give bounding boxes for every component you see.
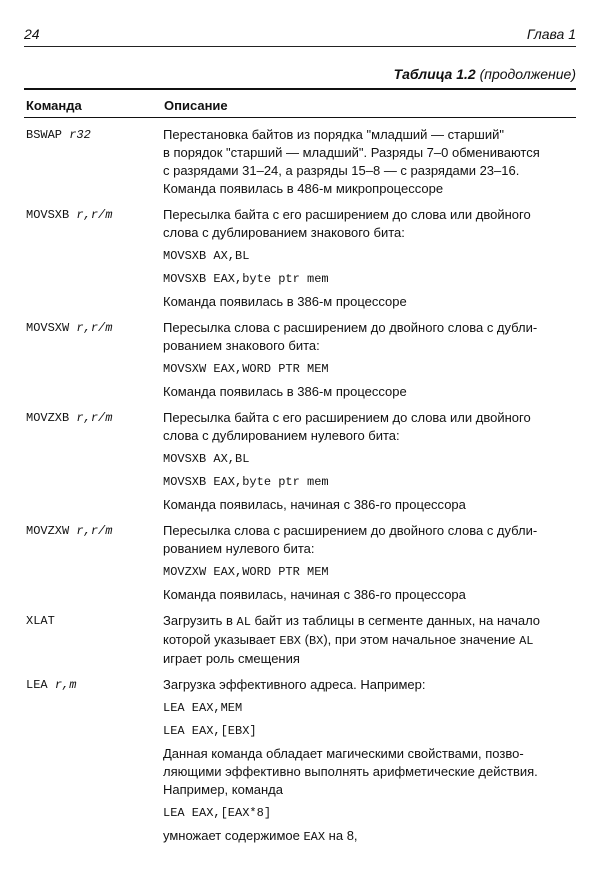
command-mnemonic: MOVSXB — [26, 208, 70, 222]
text-run: ), при этом начальное значение — [323, 632, 520, 647]
column-header-command: Команда — [26, 98, 82, 113]
description-cell — [163, 409, 563, 514]
description-line — [163, 827, 563, 846]
table-row — [24, 514, 576, 604]
description-line: слова с дублированием нулевого бита: — [163, 428, 400, 443]
code-example: MOVSXB AX,BL — [163, 452, 250, 466]
table-row — [24, 311, 576, 401]
description-cell — [163, 522, 563, 604]
command-mnemonic: XLAT — [26, 614, 55, 628]
table-top-rule — [24, 88, 576, 90]
description-note: Команда появилась, начиная с 386-го процессора — [163, 587, 466, 602]
description-line: Перестановка байтов из порядка "младший — старший" — [163, 127, 504, 142]
code-example: LEA EAX,MEM — [163, 701, 243, 715]
column-header-description: Описание — [164, 98, 228, 113]
description-note: Команда появилась, начиная с 386-го процессора — [163, 497, 466, 512]
description-cell — [163, 319, 563, 401]
text-run: которой указывает — [163, 632, 280, 647]
table-row — [24, 668, 576, 846]
table-caption-suffix: (продолжение) — [479, 66, 576, 82]
description-line: ляющими эффективно выполнять арифметические действия. — [163, 764, 538, 779]
description-line: рованием знакового бита: — [163, 338, 320, 353]
text-run: умножает содержимое — [163, 828, 304, 843]
description-line: Пересылка слова с расширением до двойного слова с дубли- — [163, 523, 538, 538]
chapter-label: Глава 1 — [526, 26, 576, 42]
table-row — [24, 198, 576, 311]
table-body — [24, 118, 576, 846]
command-operands: r,r/m — [76, 411, 113, 425]
description-line: играет роль смещения — [163, 651, 300, 666]
register-name: AL — [236, 615, 251, 629]
description-line: Пересылка байта с его расширением до слова или двойного — [163, 410, 531, 425]
description-line: с разрядами 31–24, а разряды 15–8 — с разрядами 23–16. — [163, 163, 520, 178]
description-line: Пересылка слова с расширением до двойного слова с дубли- — [163, 320, 538, 335]
command-cell — [26, 411, 112, 425]
table-row — [24, 604, 576, 668]
command-cell — [26, 678, 76, 692]
code-example: MOVSXW EAX,WORD PTR MEM — [163, 362, 329, 376]
command-operands: r,m — [54, 678, 77, 692]
command-cell — [26, 321, 112, 335]
command-operands: r,r/m — [76, 321, 113, 335]
command-cell — [26, 614, 55, 628]
description-cell — [163, 676, 563, 846]
running-header — [24, 26, 576, 46]
description-line — [163, 612, 563, 631]
table-row — [24, 118, 576, 198]
page-number: 24 — [24, 26, 40, 42]
description-line: Данная команда обладает магическими свойствами, позво- — [163, 746, 524, 761]
description-cell — [163, 126, 563, 198]
code-example: MOVSXB AX,BL — [163, 249, 250, 263]
register-name: EAX — [303, 830, 326, 844]
text-run: ( — [300, 632, 309, 647]
command-cell — [26, 208, 112, 222]
description-line: Например, команда — [163, 782, 283, 797]
description-cell — [163, 206, 563, 311]
command-mnemonic: LEA — [26, 678, 48, 692]
description-line: рованием нулевого бита: — [163, 541, 315, 556]
code-example: MOVSXB EAX,byte ptr mem — [163, 272, 329, 286]
command-mnemonic: MOVZXW — [26, 524, 70, 538]
description-line: Загрузка эффективного адреса. Например: — [163, 677, 426, 692]
command-operands: r32 — [69, 128, 91, 142]
code-example: MOVZXW EAX,WORD PTR MEM — [163, 565, 329, 579]
code-example: LEA EAX,[EAX*8] — [163, 806, 272, 820]
register-name: EBX — [279, 634, 301, 648]
description-note: Команда появилась в 386-м процессоре — [163, 384, 407, 399]
description-cell — [163, 612, 563, 668]
description-note: Команда появилась в 386-м процессоре — [163, 294, 407, 309]
description-line: в порядок "старший — младший". Разряды 7–0 обмениваются — [163, 145, 540, 160]
command-cell — [26, 524, 112, 538]
command-mnemonic: MOVZXB — [26, 411, 70, 425]
table-caption — [394, 66, 576, 82]
description-line — [163, 631, 563, 650]
description-line: Пересылка байта с его расширением до слова или двойного — [163, 207, 531, 222]
text-run: на 8, — [325, 828, 358, 843]
description-line: слова с дублированием знакового бита: — [163, 225, 405, 240]
table-caption-title: Таблица 1.2 — [393, 66, 476, 82]
code-example: LEA EAX,[EBX] — [163, 724, 257, 738]
table-row — [24, 401, 576, 514]
header-rule — [24, 46, 576, 47]
command-mnemonic: MOVSXW — [26, 321, 70, 335]
command-operands: r,r/m — [76, 524, 113, 538]
command-operands: r,r/m — [76, 208, 113, 222]
code-example: MOVSXB EAX,byte ptr mem — [163, 475, 329, 489]
command-mnemonic: BSWAP — [26, 128, 63, 142]
register-name: AL — [519, 634, 534, 648]
command-cell — [26, 128, 91, 142]
text-run: байт из таблицы в сегменте данных, на начало — [250, 613, 541, 628]
text-run: Загрузить в — [163, 613, 237, 628]
register-name: BX — [308, 634, 324, 648]
description-line: Команда появилась в 486-м микропроцессоре — [163, 181, 444, 196]
